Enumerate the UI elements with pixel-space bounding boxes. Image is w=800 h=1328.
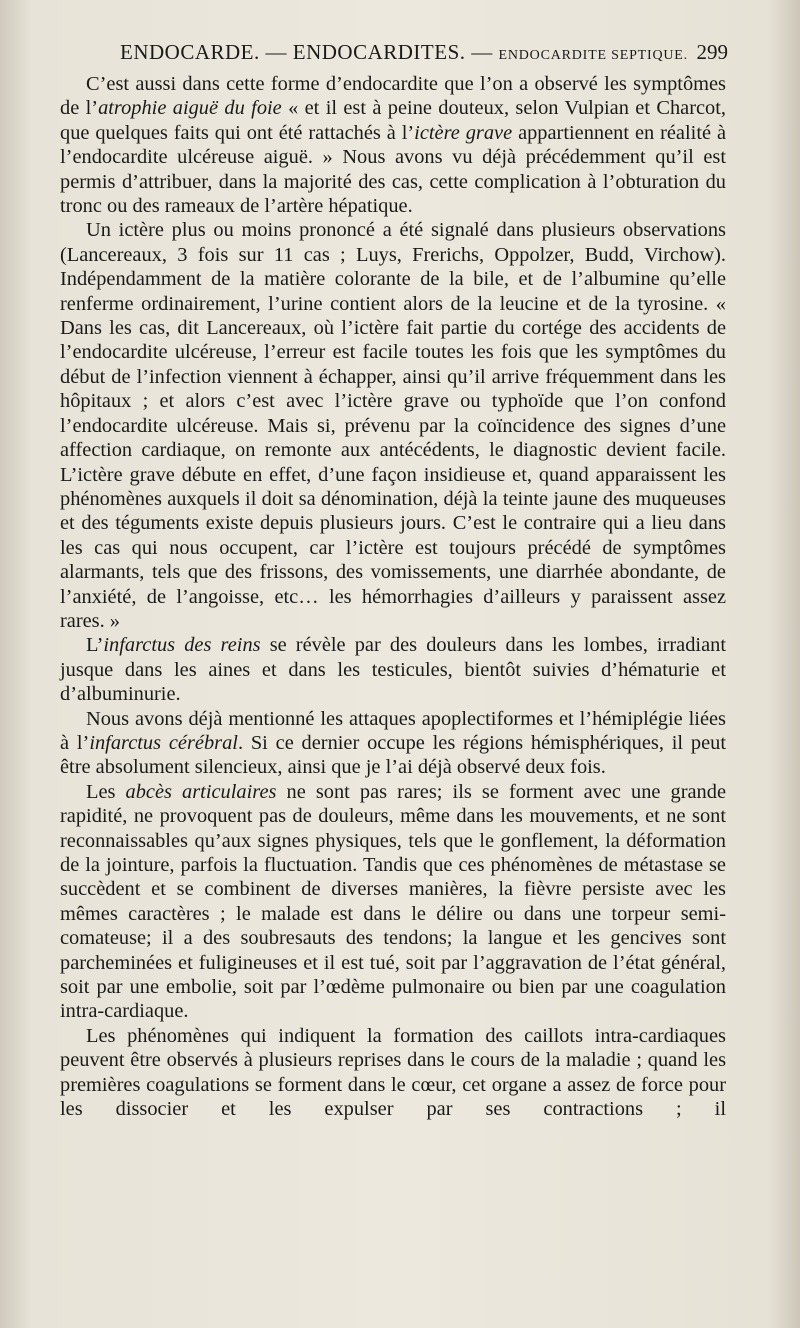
paragraph-ictere — [60, 218, 726, 633]
italic-term: infarctus cérébral — [89, 731, 238, 754]
text-run: . Si ce dernier occupe les régions hémisphériques, il peut être absolument silencieux, ainsi que je l’ai déjà observé deux fois. — [60, 731, 727, 779]
text-run: se révèle par des douleurs dans les lombes, irradiant jusque dans les aines et dans les testicules, bientôt suivies d’hématurie et d’albuminurie. — [60, 634, 726, 706]
text-run: Un ictère plus ou moins prononcé a été signalé dans plusieurs observations (Lancereaux, 3 fois sur 11 cas ; Luys, Frerichs, Oppolzer, Budd, Virchow). Indépendamment de la matière colorante de la bile, et de l’albumine qu’elle renferme ordinairement, l’urine contient alors de la leucine et de la tyrosine. « Dans les cas, dit Lancereaux, où l’ictère fait partie du cortége des accidents de l’endocardite ulcéreuse, l’erreur est facile toutes les fois que les symptômes du début de l’infection viennent à échapper, ainsi qu’il arrive fréquemment dans les hôpitaux ; et alors c’est avec l’ictère grave ou typhoïde que l’on confond l’endocardite ulcéreuse. Mais si, prévenu par la coïncidence des signes d’une affection cardiaque, on remonte aux antécédents, le diagnostic devient facile. L’ictère grave débute en effet, d’une façon insidieuse et, quand apparaissent les phénomènes auxquels il doit sa dénomination, déjà la teinte jaune des muqueuses et des téguments existe depuis plusieurs jours. C’est le contraire qui a lieu dans les cas qui nous occupent, car l’ictère est toujours précédé de symptômes alarmants, tels que des frissons, des vomissements, une diarrhée abondante, de l’anxiété, de l’angoisse, etc… les hémorrhagies d’ailleurs y paraissent assez rares. » — [60, 219, 726, 632]
text-run: Les phénomènes qui indiquent la formation des caillots intra-cardiaques peuvent être observés à plusieurs reprises dans le cours de la maladie ; quand les premières coagulations se forment dans le cœur, cet organe a assez de force pour les dissocier et les expulser par ses contractions ; il — [60, 1024, 726, 1121]
italic-term: infarctus des reins — [103, 634, 261, 657]
text-run: Nous avons déjà mentionné les attaques apoplectiformes et l’hémiplégie liées à l’ — [60, 707, 726, 754]
italic-term: ictère grave — [414, 121, 513, 144]
italic-term: atrophie aiguë du foie — [98, 97, 282, 120]
paragraph-caillots — [60, 1024, 726, 1122]
text-run: appartiennent en réalité à l’endocardite ulcéreuse aiguë. » Nous avons vu déjà précédemment qu’il est permis d’attribuer, dans la majorité des cas, cette complication à l’obturation du tronc ou des rameaux de l’artère hépatique. — [60, 121, 726, 218]
text-run: ne sont pas rares; ils se forment avec une grande rapidité, ne provoquent pas de douleurs, même dans les mouvements, et ne sont reconnaissables qu’aux signes physiques, tels que le gonflement, la déformation de la jointure, parfois la fluctuation. Tandis que ces phénomènes de métastase se succèdent et se combinent de diverses manières, la fièvre persiste avec les mêmes caractères ; le malade est dans le délire ou dans une torpeur semi-comateuse; il a des soubresauts des tendons; la langue et les gencives sont parcheminées et fuligineuses et il est tué, soit par l’aggravation de l’état général, soit par une embolie, soit par l’œdème pulmonaire ou bien par une coagulation intra-cardiaque. — [60, 780, 726, 1023]
page-body — [60, 72, 726, 1121]
italic-term: abcès articulaires — [125, 780, 277, 803]
text-run: L’ — [86, 634, 104, 657]
running-title — [120, 40, 688, 65]
running-title-section: ENDOCARDITE SEPTIQUE. — [498, 48, 688, 63]
running-title-main: ENDOCARDE. — ENDOCARDITES. — — [120, 40, 493, 64]
text-run: Les — [86, 780, 126, 803]
paragraph-reins — [60, 633, 726, 706]
page-number: 299 — [696, 40, 728, 64]
paragraph-abces — [60, 780, 726, 1024]
paragraph-cerebral — [60, 707, 726, 780]
paragraph-foie — [60, 72, 726, 218]
text-run: « et il est à peine douteux, selon Vulpian et Charcot, que quelques faits qui ont été rattachés à l’ — [60, 97, 726, 144]
text-run: C’est aussi dans cette forme d’endocardite que l’on a observé les symptômes de l’ — [60, 73, 726, 120]
running-header — [120, 40, 728, 72]
